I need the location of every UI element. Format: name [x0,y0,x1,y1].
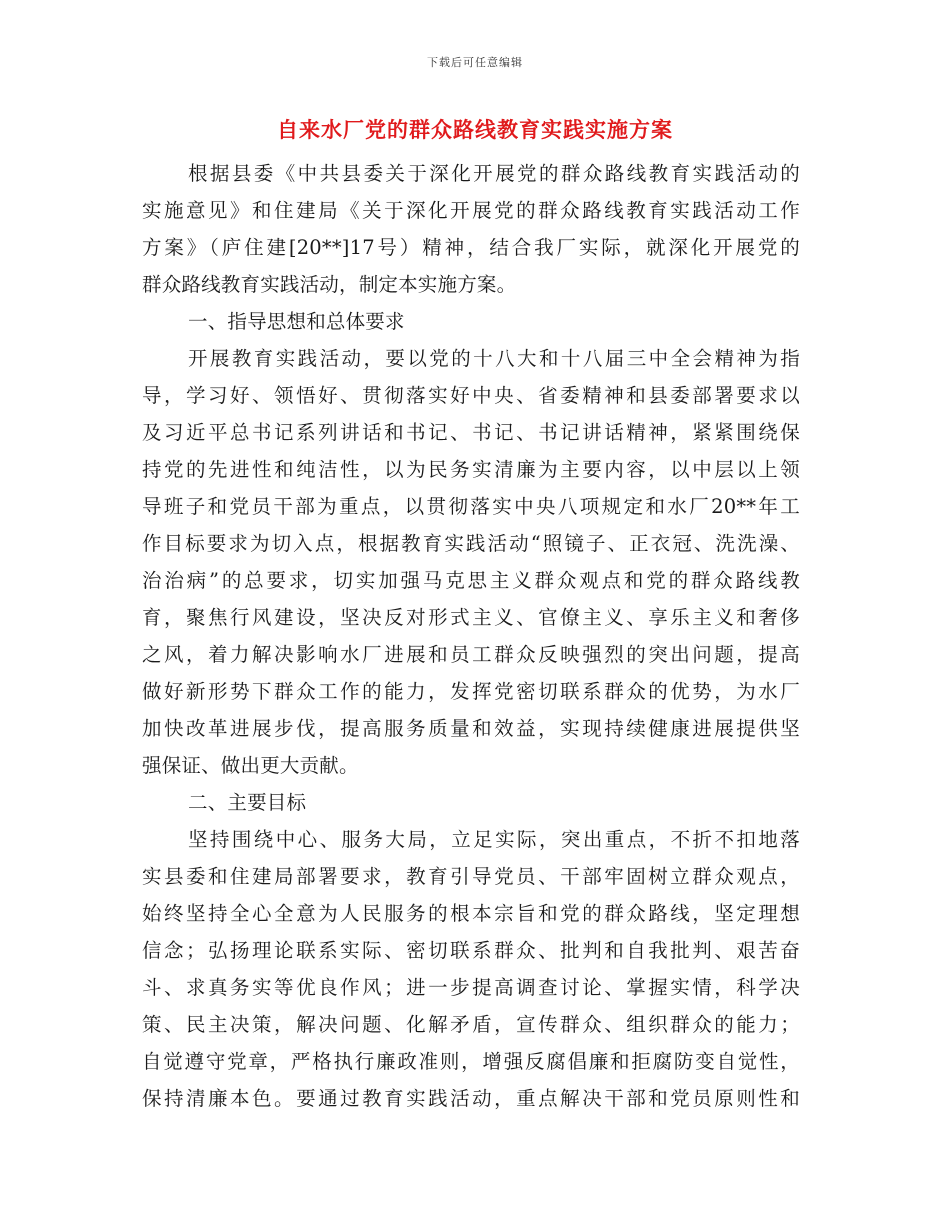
paragraph-line: 及习近平总书记系列讲话和书记、书记、书记讲话精神，紧紧围绕保 [142,421,800,444]
paragraph-line: 导班子和党员干部为重点，以贯彻落实中央八项规定和水厂20**年工 [142,495,800,518]
paragraph-line: 开展教育实践活动，要以党的十八大和十八届三中全会精神为指 [188,347,800,370]
paragraph-line: 策、民主决策，解决问题、化解矛盾，宣传群众、组织群众的能力； [142,1013,800,1036]
paragraph-line: 作目标要求为切入点，根据教育实践活动“照镜子、正衣冠、洗洗澡、 [142,532,800,555]
paragraph-line: 保持清廉本色。要通过教育实践活动，重点解决干部和党员原则性和 [142,1087,800,1110]
paragraph-line: 实县委和住建局部署要求，教育引导党员、干部牢固树立群众观点， [142,865,800,888]
paragraph-line: 实施意见》和住建局《关于深化开展党的群众路线教育实践活动工作 [142,199,800,222]
paragraph-line: 斗、求真务实等优良作风；进一步提高调查讨论、掌握实情，科学决 [142,976,800,999]
header-note: 下载后可任意编辑 [427,56,523,69]
paragraph-line: 坚持围绕中心、服务大局，立足实际，突出重点，不折不扣地落 [188,828,800,851]
section-heading: 一、指导思想和总体要求 [188,310,405,333]
paragraph-line: 持党的先进性和纯洁性，以为民务实清廉为主要内容，以中层以上领 [142,458,800,481]
document-title: 自来水厂党的群众路线教育实践实施方案 [277,117,673,142]
paragraph-line: 育，聚焦行风建设，坚决反对形式主义、官僚主义、享乐主义和奢侈 [142,606,800,629]
paragraph-line: 信念；弘扬理论联系实际、密切联系群众、批判和自我批判、艰苦奋 [142,939,800,962]
paragraph-line: 始终坚持全心全意为人民服务的根本宗旨和党的群众路线，坚定理想 [142,902,800,925]
paragraph-line: 加快改革进展步伐，提高服务质量和效益，实现持续健康进展提供坚 [142,717,800,740]
paragraph-line: 群众路线教育实践活动，制定本实施方案。 [142,273,517,296]
document-body [142,155,800,1117]
paragraph-line: 方案》（庐住建[20**]17号）精神，结合我厂实际，就深化开展党的 [142,236,800,259]
paragraph-line: 自觉遵守党章，严格执行廉政准则，增强反腐倡廉和拒腐防变自觉性， [142,1050,800,1073]
paragraph-line: 导，学习好、领悟好、贯彻落实好中央、省委精神和县委部署要求以 [142,384,800,407]
paragraph-line: 强保证、做出更大贡献。 [142,754,359,777]
section-heading: 二、主要目标 [188,791,307,814]
paragraph-line: 根据县委《中共县委关于深化开展党的群众路线教育实践活动的 [188,162,800,185]
paragraph-line: 做好新形势下群众工作的能力，发挥党密切联系群众的优势，为水厂 [142,680,800,703]
paragraph-line: 治治病”的总要求，切实加强马克思主义群众观点和党的群众路线教 [142,569,800,592]
paragraph-line: 之风，着力解决影响水厂进展和员工群众反映强烈的突出问题，提高 [142,643,800,666]
